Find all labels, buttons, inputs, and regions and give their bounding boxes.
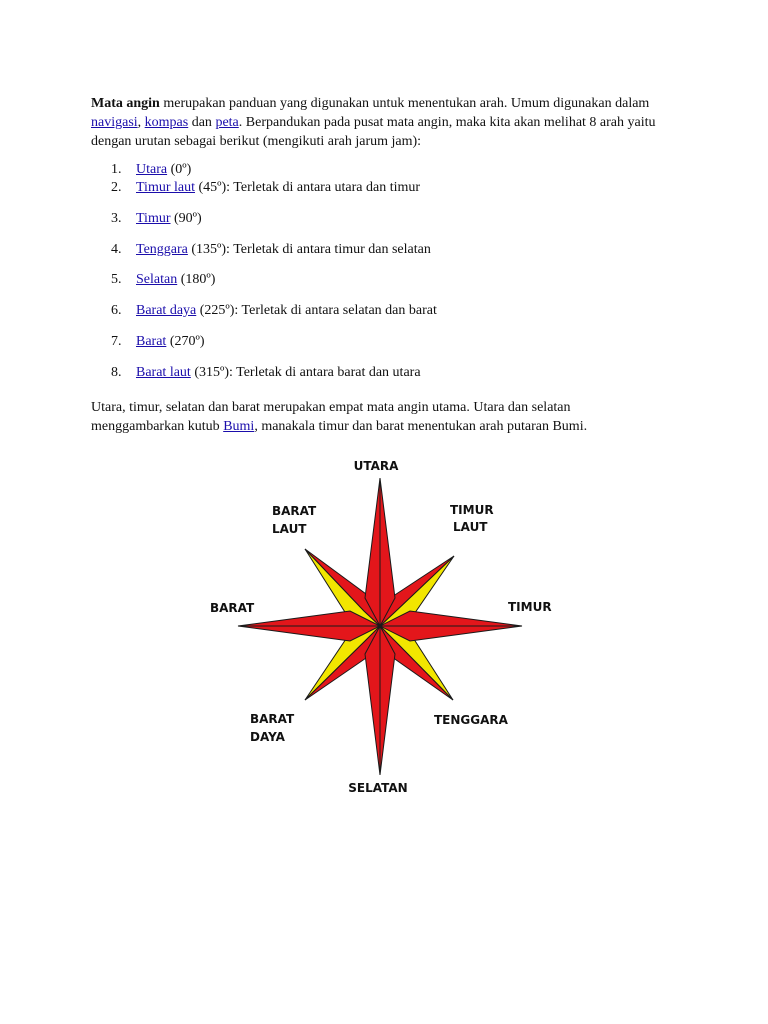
label-barat-laut-1: BARAT [272, 504, 317, 518]
closing-paragraph [91, 398, 651, 436]
intro-paragraph [91, 94, 691, 151]
list-item-text [136, 160, 191, 179]
list-item-detail: (225º): Terletak di antara selatan dan barat [196, 303, 437, 318]
link-peta[interactable]: peta [215, 115, 239, 130]
list-number: 5. [111, 272, 122, 287]
label-tenggara: TENGGARA [434, 713, 508, 727]
intro-text-1: merupakan panduan yang digunakan untuk menentukan arah. Umum digunakan dalam [159, 96, 650, 111]
term-mata-angin: Mata angin [91, 96, 160, 111]
link-selatan[interactable]: Selatan [136, 272, 178, 287]
label-timur-laut-2: LAUT [453, 520, 488, 534]
intro-sep-2: dan [188, 115, 216, 130]
label-timur-laut-1: TIMUR [450, 503, 494, 517]
link-utara[interactable]: Utara [136, 162, 168, 177]
compass-rose-svg [200, 448, 552, 808]
link-kompas[interactable]: kompas [144, 115, 189, 130]
list-item-text [136, 178, 420, 197]
label-utara: UTARA [353, 459, 399, 473]
link-barat-daya[interactable]: Barat daya [136, 303, 197, 318]
intro-sep-1: , [137, 115, 145, 130]
link-timur[interactable]: Timur [136, 211, 171, 226]
link-barat[interactable]: Barat [136, 334, 167, 349]
link-barat-laut[interactable]: Barat laut [136, 365, 191, 380]
intro-text-2: . Berpandukan pada pusat mata angin, maka kita akan melihat 8 arah yaitu dengan urutan sebagai berikut (mengikuti arah jarum jam): [91, 115, 656, 149]
list-item-detail: (315º): Terletak di antara barat dan utara [190, 365, 421, 380]
list-item-text [136, 240, 431, 259]
link-timur-laut[interactable]: Timur laut [136, 180, 195, 195]
closing-text-1: Utara, timur, selatan dan barat merupakan empat mata angin utama. Utara dan selatan menggambarkan kutub [91, 400, 571, 434]
compass-rose-figure [200, 448, 552, 808]
list-number: 1. [111, 162, 122, 177]
label-barat-daya-1: BARAT [250, 712, 295, 726]
link-navigasi[interactable]: navigasi [91, 115, 138, 130]
article-content [91, 94, 691, 434]
list-item-detail: (45º): Terletak di antara utara dan timur [195, 180, 421, 195]
list-number: 2. [111, 180, 122, 195]
label-selatan: SELATAN [348, 781, 408, 795]
label-timur: TIMUR [508, 600, 552, 614]
link-bumi[interactable]: Bumi [223, 419, 255, 434]
list-item-text [136, 363, 421, 382]
list-item-detail: (270º) [166, 334, 205, 349]
list-item-text [136, 270, 215, 289]
list-number: 8. [111, 365, 122, 380]
list-item-text [136, 332, 205, 351]
link-tenggara[interactable]: Tenggara [136, 242, 188, 257]
list-item-detail: (180º) [177, 272, 216, 287]
list-item-text [136, 301, 437, 320]
label-barat-daya-2: DAYA [250, 730, 285, 744]
label-barat: BARAT [210, 601, 255, 615]
list-number: 3. [111, 211, 122, 226]
list-number: 6. [111, 303, 122, 318]
list-number: 4. [111, 242, 122, 257]
list-item-detail: (90º) [170, 211, 202, 226]
list-item-text [136, 209, 202, 228]
list-item-detail: (135º): Terletak di antara timur dan selatan [187, 242, 431, 257]
closing-text-2: , manakala timur dan barat menentukan arah putaran Bumi. [254, 419, 588, 434]
list-item-detail: (0º) [167, 162, 192, 177]
label-barat-laut-2: LAUT [272, 522, 307, 536]
list-number: 7. [111, 334, 122, 349]
